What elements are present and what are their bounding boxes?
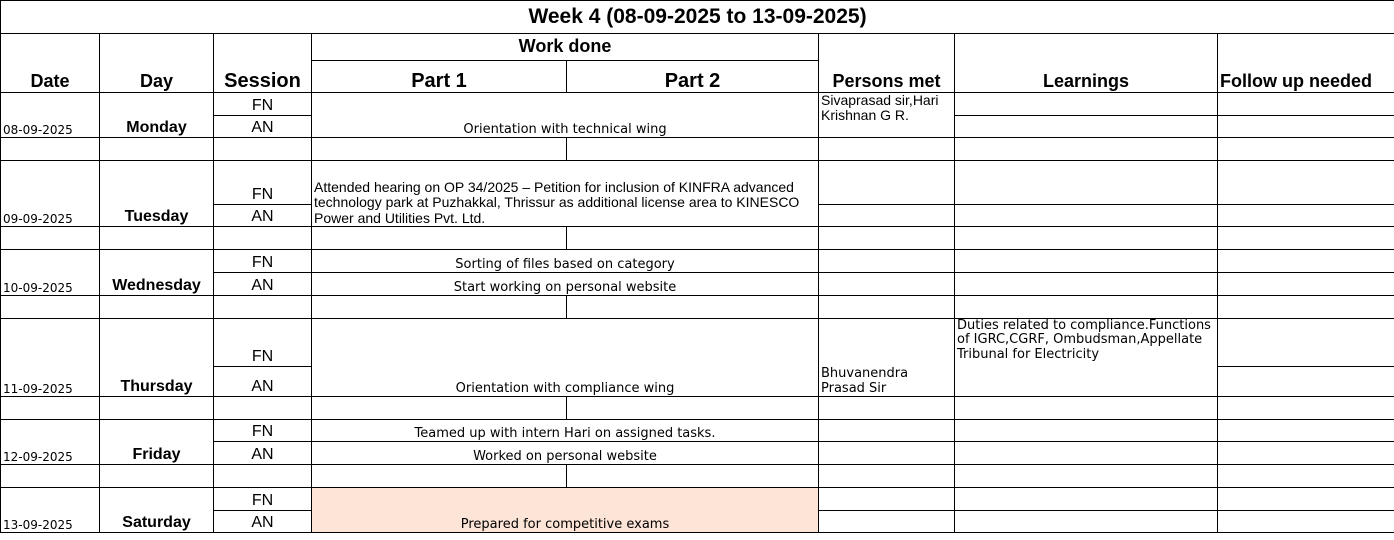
persons-met-cell: Sivaprasad sir,Hari Krishnan G R. — [819, 93, 955, 138]
table-row — [1, 420, 1394, 442]
work-cell: Attended hearing on OP 34/2025 – Petition for inclusion of KINFRA advanced technology park at Puzhakkal, Thrissur as additional license area to KINESCO Power and Utilities Pvt. Ltd. — [312, 161, 819, 227]
spacer-row — [1, 397, 1394, 420]
day-cell: Monday — [100, 93, 214, 138]
follow-up-cell — [1218, 116, 1394, 138]
learnings-cell — [955, 250, 1218, 273]
follow-up-cell — [1218, 367, 1394, 397]
follow-up-cell — [1218, 93, 1394, 116]
session-fn: FN — [214, 319, 312, 367]
day-cell: Saturday — [100, 488, 214, 533]
follow-up-cell — [1218, 442, 1394, 465]
work-cell: Prepared for competitive exams — [312, 488, 819, 533]
follow-up-cell — [1218, 488, 1394, 511]
session-fn: FN — [214, 420, 312, 442]
table-row — [1, 488, 1394, 511]
header-part-1: Part 1 — [312, 61, 567, 93]
learnings-cell — [955, 116, 1218, 138]
header-part-2: Part 2 — [567, 61, 819, 93]
work-cell-an: Start working on personal website — [312, 273, 819, 296]
persons-met-cell — [819, 205, 955, 227]
table-row — [1, 161, 1394, 205]
learnings-cell — [955, 442, 1218, 465]
session-an: AN — [214, 205, 312, 227]
day-cell: Tuesday — [100, 161, 214, 227]
header-follow-up: Follow up needed — [1218, 34, 1394, 93]
session-fn: FN — [214, 161, 312, 205]
persons-met-cell — [819, 511, 955, 533]
spacer-row — [1, 296, 1394, 319]
follow-up-cell — [1218, 319, 1394, 367]
persons-met-cell — [819, 161, 955, 205]
session-an: AN — [214, 116, 312, 138]
date-cell: 08-09-2025 — [1, 93, 100, 138]
session-fn: FN — [214, 250, 312, 273]
follow-up-cell — [1218, 273, 1394, 296]
table-row — [1, 319, 1394, 367]
date-cell: 13-09-2025 — [1, 488, 100, 533]
header-day: Day — [100, 34, 214, 93]
work-cell-an: Worked on personal website — [312, 442, 819, 465]
table-row — [1, 93, 1394, 116]
work-cell-fn: Teamed up with intern Hari on assigned tasks. — [312, 420, 819, 442]
learnings-cell — [955, 488, 1218, 511]
session-an: AN — [214, 442, 312, 465]
week-title: Week 4 (08-09-2025 to 13-09-2025) — [1, 1, 1394, 34]
session-an: AN — [214, 273, 312, 296]
learnings-cell: Duties related to compliance.Functions of IGRC,CGRF, Ombudsman,Appellate Tribunal for Electricity — [955, 319, 1218, 397]
follow-up-cell — [1218, 205, 1394, 227]
header-work-done: Work done — [312, 34, 819, 61]
header-persons-met: Persons met — [819, 34, 955, 93]
work-cell-fn: Sorting of files based on category — [312, 250, 819, 273]
learnings-cell — [955, 205, 1218, 227]
table-row — [1, 250, 1394, 273]
work-cell: Orientation with technical wing — [312, 93, 819, 138]
follow-up-cell — [1218, 250, 1394, 273]
session-an: AN — [214, 511, 312, 533]
persons-met-cell: Bhuvanendra Prasad Sir — [819, 319, 955, 397]
header-session: Session — [214, 34, 312, 93]
date-cell: 12-09-2025 — [1, 420, 100, 465]
follow-up-cell — [1218, 511, 1394, 533]
header-date: Date — [1, 34, 100, 93]
date-cell: 10-09-2025 — [1, 250, 100, 296]
follow-up-cell — [1218, 161, 1394, 205]
spacer-row — [1, 227, 1394, 250]
day-cell: Thursday — [100, 319, 214, 397]
learnings-cell — [955, 93, 1218, 116]
date-cell: 09-09-2025 — [1, 161, 100, 227]
persons-met-cell — [819, 488, 955, 511]
header-learnings: Learnings — [955, 34, 1218, 93]
session-an: AN — [214, 367, 312, 397]
date-cell: 11-09-2025 — [1, 319, 100, 397]
persons-met-cell — [819, 420, 955, 442]
learnings-cell — [955, 420, 1218, 442]
learnings-cell — [955, 161, 1218, 205]
spacer-row — [1, 465, 1394, 488]
persons-met-cell — [819, 273, 955, 296]
persons-met-cell — [819, 442, 955, 465]
learnings-cell — [955, 273, 1218, 296]
learnings-cell — [955, 511, 1218, 533]
work-cell: Orientation with compliance wing — [312, 319, 819, 397]
day-cell: Friday — [100, 420, 214, 465]
session-fn: FN — [214, 488, 312, 511]
spacer-row — [1, 138, 1394, 161]
follow-up-cell — [1218, 420, 1394, 442]
day-cell: Wednesday — [100, 250, 214, 296]
persons-met-cell — [819, 250, 955, 273]
session-fn: FN — [214, 93, 312, 116]
